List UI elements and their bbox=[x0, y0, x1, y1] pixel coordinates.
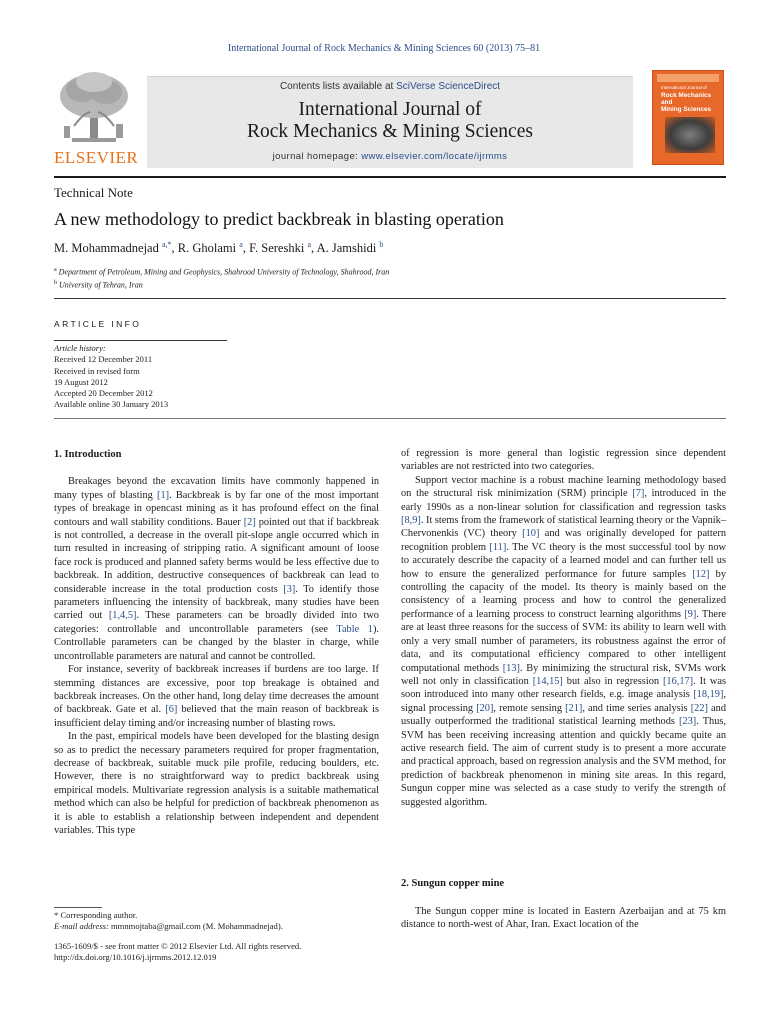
journal-title bbox=[147, 99, 633, 143]
affiliation-text: University of Tehran, Iran bbox=[59, 280, 143, 290]
article-type: Technical Note bbox=[54, 185, 133, 200]
paragraph: For instance, severity of backbreak increases if burdens are too large. If stemming distances are excessive, poor top breakage is obtained and backbreak increases. On the other hand, long delay time decreases the amount of backbreak. Gate et al. [6] believed that the main reason of backbreak is insufficient delay timing and/or increasing number of blasting rows. bbox=[54, 664, 379, 729]
citation-link[interactable]: [11] bbox=[489, 541, 507, 553]
author-name[interactable]: M. Mohammadnejad bbox=[54, 241, 159, 256]
citation-link[interactable]: [6] bbox=[165, 704, 178, 716]
email-note bbox=[54, 921, 283, 932]
affiliation-item bbox=[54, 265, 389, 278]
history-label: Article history: bbox=[54, 343, 106, 353]
affiliation-text: Department of Petroleum, Mining and Geophysics, Shahrood University of Technology, Shahrood, Iran bbox=[58, 267, 390, 277]
contents-line bbox=[147, 81, 633, 92]
author-affiliation-mark[interactable]: a bbox=[239, 240, 243, 249]
elsevier-tree-icon bbox=[54, 70, 134, 148]
corresponding-author-note: * Corresponding author. bbox=[54, 910, 138, 920]
author-name[interactable]: A. Jamshidi bbox=[316, 241, 377, 256]
cover-image bbox=[665, 117, 715, 153]
paragraph: Support vector machine is a robust machine learning methodology based on the structural risk minimization (SRM) principle [7], introduced in the early 1990s as a non-linear solution for classification and regression tasks [8,9]. It stems from the framework of statistical learning theory or the Vapnik–Chervonenkis (VC) theory [10] and was originally developed for pattern recognition problem [11]. The VC theory is the most successful tool by now to accurately describe the capacity of a learned model and can further tell us how to ensure the generalized performance for future samples [12] by controlling the capacity of the model. Its theory is mainly based on the consistency of a learning process and how to control the generalized performance of a learning process to construct learning algorithms [9]. There are at least three reasons for the success of SVM: its ability to learn well with only a very small number of parameters, its robustness against the error of data, and its computational efficiency compared to other intelligent computational methods [13]. By minimizing the structural risk, SVMs work well not only in classification [14,15] but also in regression [16,17]. It was soon introduced into many other research fields, e.g. image analysis [18,19], signal processing [20], remote sensing [21], and time series analysis [22] and usually outperformed the traditional statistical learning methods [23]. Thus, SVM has been receiving increasing attention and quickly became quite an active research field. The aim of current study is to present a more accurate and practical approach, based on regression analysis and the SVM method, for prediction of backbreak phenomenon in mining site areas. In this regard, Sungun copper mine was selected as a case study to verify the strength of suggested algorithm. bbox=[401, 474, 727, 808]
author-separator: , bbox=[171, 241, 178, 256]
divider bbox=[54, 340, 227, 341]
author-affiliation-mark[interactable]: b bbox=[379, 240, 384, 249]
email-address[interactable]: mmnmojtaba@gmail.com (M. Mohammadnejad). bbox=[108, 921, 283, 932]
paragraph: In the past, empirical models have been developed for the blasting design so as to predict the necessary parameters required for proper fragmentation, decrease of backbreak, suitable muck pile profile, reducing boulders, etc. However, there is no straightforward way to predict backbreak using empirical models. Multivariate regression analysis is a suitable mathematical method which can also be helpful for prediction of backbreak phenomenon as it is able to establish a relationship between independent and dependent variables. This type bbox=[54, 731, 379, 836]
journal-masthead bbox=[54, 70, 726, 168]
doi-link[interactable]: http://dx.doi.org/10.1016/j.ijrmms.2012.12.019 bbox=[54, 952, 217, 963]
citation-link[interactable]: [10] bbox=[522, 528, 540, 540]
citation-link[interactable]: [16,17] bbox=[662, 675, 694, 687]
journal-cover-thumbnail[interactable] bbox=[652, 70, 724, 165]
citation-link[interactable]: [14,15] bbox=[532, 675, 563, 687]
author-affiliation-mark[interactable]: a bbox=[307, 240, 311, 249]
affiliations bbox=[54, 265, 389, 290]
cover-title bbox=[661, 84, 720, 113]
citation-link[interactable]: [18,19] bbox=[693, 689, 724, 701]
elsevier-logo bbox=[54, 70, 139, 168]
copyright-block bbox=[54, 941, 301, 964]
author-affiliation-mark[interactable]: a,* bbox=[161, 240, 172, 249]
affiliation-item bbox=[54, 278, 389, 291]
paragraph: The Sungun copper mine is located in Eastern Azerbaijan and at 75 km distance to north-west of Ahar, Iran. Exact location of the bbox=[401, 906, 726, 931]
affiliation-mark: a bbox=[54, 267, 57, 273]
citation-link[interactable]: [7] bbox=[632, 488, 645, 500]
divider bbox=[54, 418, 726, 419]
author-name[interactable]: F. Sereshki bbox=[249, 241, 305, 256]
citation-link[interactable]: [9] bbox=[684, 608, 697, 620]
body-column-left bbox=[54, 448, 379, 837]
cover-subtitle: International Journal of bbox=[661, 85, 707, 90]
journal-title-line-1: International Journal of bbox=[298, 99, 482, 120]
homepage-link[interactable]: www.elsevier.com/locate/ijrmms bbox=[361, 151, 508, 162]
contents-prefix: Contents lists available at bbox=[279, 81, 397, 92]
citation-link[interactable]: [2] bbox=[243, 516, 256, 528]
section-heading: 1. Introduction bbox=[54, 449, 122, 460]
citation-link[interactable]: [1,4,5] bbox=[108, 610, 137, 622]
history-item: Available online 30 January 2013 bbox=[54, 399, 169, 410]
paper-title: A new methodology to predict backbreak in blasting operation bbox=[54, 209, 504, 229]
citation-link[interactable]: [23] bbox=[679, 716, 697, 728]
author-list bbox=[54, 240, 383, 256]
homepage-line bbox=[147, 151, 633, 162]
history-item: 19 August 2012 bbox=[54, 376, 108, 387]
citation-link[interactable]: [12] bbox=[692, 568, 710, 580]
body-column-right bbox=[401, 447, 726, 809]
section-heading: 2. Sungun copper mine bbox=[401, 878, 505, 889]
publisher-name: ELSEVIER bbox=[54, 148, 139, 167]
affiliation-mark: b bbox=[54, 279, 57, 286]
citation-link[interactable]: [3] bbox=[283, 583, 296, 595]
footnotes bbox=[54, 910, 283, 933]
citation-link[interactable]: [20] bbox=[476, 702, 494, 714]
sciencedirect-link[interactable]: SciVerse ScienceDirect bbox=[396, 81, 501, 92]
homepage-prefix: journal homepage: bbox=[272, 151, 362, 162]
journal-reference[interactable]: International Journal of Rock Mechanics & Mining Sciences 60 (2013) 75–81 bbox=[227, 43, 541, 54]
divider bbox=[54, 298, 726, 299]
article-history bbox=[54, 343, 168, 411]
email-label: E-mail address: bbox=[54, 921, 109, 932]
table-link[interactable]: Table 1 bbox=[336, 623, 373, 635]
history-item: Received in revised form bbox=[54, 365, 140, 376]
cover-title-line-3: Mining Sciences bbox=[661, 106, 712, 113]
article-info-heading: ARTICLE INFO bbox=[54, 319, 142, 329]
author-separator: , bbox=[242, 241, 250, 256]
citation-link[interactable]: [22] bbox=[690, 702, 708, 714]
citation-link[interactable]: [8,9] bbox=[401, 515, 421, 527]
journal-title-line-2: Rock Mechanics & Mining Sciences bbox=[247, 121, 533, 142]
history-item: Accepted 20 December 2012 bbox=[54, 388, 153, 399]
footnote-divider bbox=[54, 907, 102, 908]
citation-link[interactable]: [21] bbox=[565, 702, 583, 714]
cover-title-line-2: and bbox=[661, 99, 673, 106]
paragraph: of regression is more general than logistic regression since dependent variables are not restricted into two categories. bbox=[401, 448, 726, 473]
cover-title-line-1: Rock Mechanics bbox=[661, 92, 712, 99]
paragraph: Breakages beyond the excavation limits have commonly happened in many types of blasting [1]. Backbreak is by far one of the most important types of breakage in opencast mining as it has profound effect on the final contours and wall stability conditions. Bauer [2] pointed out that if backbreak is not controlled, a decrease in the overall pit-slope angle occurred which in turn resulted in increasing of stripping ratio. A significant amount of loose face rock is produced and planned safety berms would be less effective due to backbreak. In addition, destructive consequences of backbreak can lead to considerable increase in the total production costs [3]. To identify those parameters influencing the intensity of backbreak, many studies have been carried out [1,4,5]. These parameters can be broadly divided into two categories: controllable and uncontrollable parameters (see Table 1). Controllable parameters can be changed by the blaster in charge, while uncontrollable parameters are natural and cannot be controlled. bbox=[54, 476, 380, 662]
author-name[interactable]: R. Gholami bbox=[177, 241, 237, 256]
cover-band bbox=[657, 74, 719, 82]
header-divider bbox=[54, 176, 726, 178]
author-separator: , bbox=[311, 241, 317, 256]
history-item: Received 12 December 2011 bbox=[54, 354, 153, 365]
journal-header-box bbox=[147, 76, 633, 168]
issn-line: 1365-1609/$ - see front matter © 2012 Elsevier Ltd. All rights reserved. bbox=[54, 941, 302, 951]
citation-link[interactable]: [13] bbox=[502, 662, 520, 674]
citation-link[interactable]: [1] bbox=[157, 489, 170, 501]
